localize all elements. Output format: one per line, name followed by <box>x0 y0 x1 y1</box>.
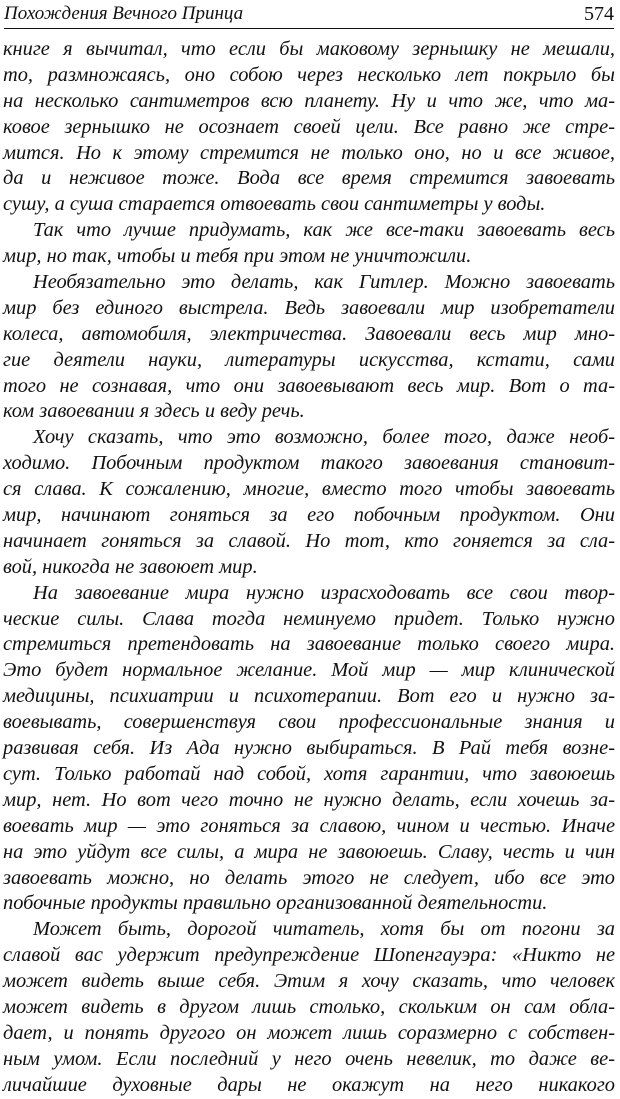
text-line: Хочу сказать, что это возможно, более того, даже необ- <box>33 426 615 449</box>
text-line: мир, нет. Но вот чего точно не нужно делать, если хочешь за- <box>3 788 615 811</box>
text-line: да и неживое тоже. Вода все время стремится завоевать <box>3 167 615 190</box>
page-number: 574 <box>584 3 614 25</box>
text-line: Так что лучше придумать, как же все-таки завоевать весь <box>33 219 615 242</box>
text-line: ходимо. Побочным продуктом такого завоевания становит- <box>3 452 615 475</box>
text-line: начинает гоняться за славой. Но тот, кто гоняется за сла- <box>3 529 615 552</box>
text-line: медицины, психиатрии и психотерапии. Вот его и нужно за- <box>3 685 615 708</box>
text-line: славой вас удержит предупреждение Шопенгауэра: «Никто не <box>3 944 615 967</box>
text-line: мир без единого выстрела. Ведь завоевали мир изобретатели <box>3 296 615 319</box>
text-line: ся слава. К сожалению, многие, вместо того чтобы завоевать <box>3 478 615 501</box>
text-line: ком завоевании я здесь и веду речь. <box>3 400 305 423</box>
text-line: Это будет нормальное желание. Мой мир — мир клинической <box>3 659 615 682</box>
text-line: Необязательно это делать, как Гитлер. Можно завоевать <box>33 271 615 294</box>
text-line: Может быть, дорогой читатель, хотя бы от погони за <box>33 918 615 941</box>
text-line: дает, и понять другого он может лишь соразмерно с собствен- <box>3 1021 615 1044</box>
page-header <box>4 0 614 30</box>
text-line: ковое зернышко не осознает своей цели. Все равно же стре- <box>3 115 615 138</box>
text-line: мится. Но к этому стремится не только оно, но и все живое, <box>3 141 615 164</box>
text-line: может видеть выше себя. Этим я хочу сказать, что человек <box>3 970 615 993</box>
text-line: вой, никогда не завоюет мир. <box>3 555 258 578</box>
text-line: воевать мир — это гоняться за славою, чином и честью. Иначе <box>3 814 615 837</box>
body-text <box>3 37 615 1099</box>
text-line: того не сознавая, что они завоевывают весь мир. Вот о та- <box>3 374 615 397</box>
text-line: сушу, а суша старается отвоевать свои сантиметры у воды. <box>3 193 546 216</box>
text-line: на это уйдут все силы, а мира не завоюешь. Славу, честь и чин <box>3 840 615 863</box>
running-title: Похождения Вечного Принца <box>4 3 244 24</box>
text-line: может видеть в другом лишь столько, скольким он сам обла- <box>3 995 615 1018</box>
text-line: на несколько сантиметров всю планету. Ну и что же, что ма- <box>3 89 615 112</box>
text-line: ным умом. Если последний у него очень невелик, то даже ве- <box>3 1047 615 1070</box>
text-line: гие деятели науки, литературы искусства, кстати, сами <box>3 348 615 371</box>
text-line: колеса, автомобиля, электричества. Завоевали весь мир мно- <box>3 322 615 345</box>
text-line: мир, но так, чтобы и тебя при этом не уничтожили. <box>3 245 472 268</box>
text-line: воевывать, совершенствуя свои профессиональные знания и <box>3 711 615 734</box>
text-line: то, размножаясь, оно собою через несколько лет покрыло бы <box>3 63 615 86</box>
text-line: стремиться претендовать на завоевание только своего мира. <box>3 633 615 656</box>
text-line: развивая себя. Из Ада нужно выбираться. В Рай тебя возне- <box>3 737 615 760</box>
text-line: книге я вычитал, что если бы маковому зернышку не мешали, <box>3 38 615 60</box>
text-line: побочные продукты правильно организованной деятельности. <box>3 892 548 915</box>
text-line: На завоевание мира нужно израсходовать все свои твор- <box>33 581 615 604</box>
header-rule <box>4 28 614 29</box>
text-line: мир, начинают гоняться за его побочным продуктом. Они <box>3 504 615 527</box>
text-line: завоевать можно, но делать этого не следует, ибо все это <box>3 866 615 889</box>
text-line: ческие силы. Слава тогда неминуемо придет. Только нужно <box>3 607 615 630</box>
text-line: личайшие духовные дары не окажут на него никакого <box>3 1073 615 1096</box>
text-line: сут. Только работай над собой, хотя гарантии, что завоюешь <box>3 762 615 785</box>
